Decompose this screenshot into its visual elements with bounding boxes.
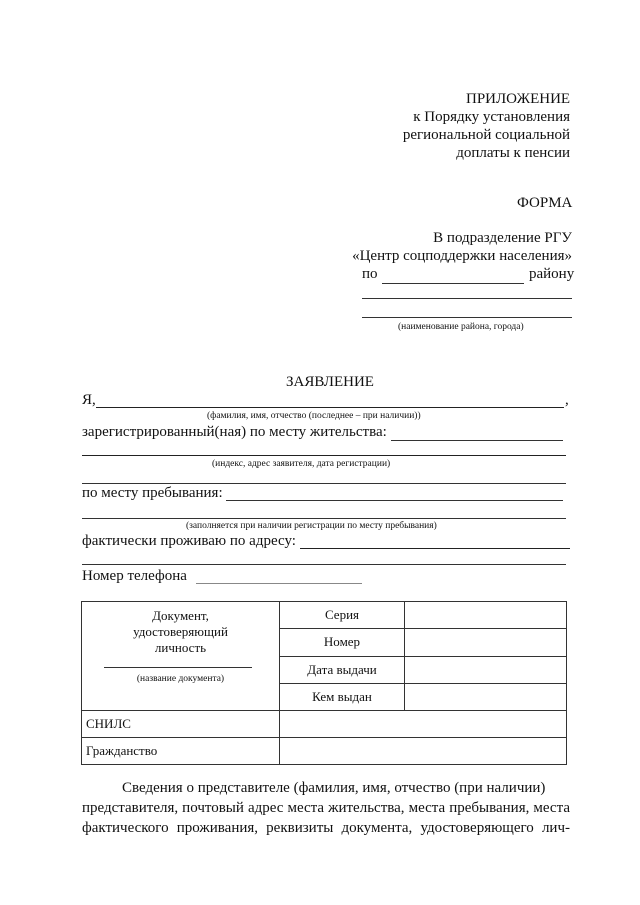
representative-line-1: Сведения о представителе (фамилия, имя, отчество (при наличии) bbox=[122, 780, 546, 796]
addressee-line-1: В подразделение РГУ bbox=[433, 230, 572, 246]
addressee-rayonu: району bbox=[529, 266, 575, 282]
issued-by-label: Кем выдан bbox=[280, 683, 405, 710]
citizenship-label: Гражданство bbox=[82, 738, 280, 765]
issue-date-label: Дата выдачи bbox=[280, 656, 405, 683]
stay-field-inline[interactable] bbox=[226, 500, 563, 501]
actual-address-label: фактически проживаю по адресу: bbox=[82, 533, 296, 549]
number-label: Номер bbox=[280, 629, 405, 656]
fio-field[interactable] bbox=[96, 407, 564, 408]
registered-field-line-2[interactable] bbox=[82, 455, 566, 456]
applicant-comma: , bbox=[565, 392, 569, 408]
stay-field-line-2[interactable] bbox=[82, 518, 566, 519]
registered-caption: (индекс, адрес заявителя, дата регистрации) bbox=[212, 459, 391, 469]
issued-by-field[interactable] bbox=[405, 683, 567, 710]
district-name-field[interactable] bbox=[382, 283, 524, 284]
applicant-ya: Я, bbox=[82, 392, 96, 408]
representative-paragraph bbox=[82, 778, 570, 838]
doc-label-line-1: Документ, bbox=[152, 608, 209, 623]
addressee-caption: (наименование района, города) bbox=[398, 322, 524, 332]
snils-field[interactable] bbox=[280, 711, 567, 738]
stay-label: по месту пребывания: bbox=[82, 485, 223, 501]
citizenship-field[interactable] bbox=[280, 738, 567, 765]
snils-label: СНИЛС bbox=[82, 711, 280, 738]
fio-caption: (фамилия, имя, отчество (последнее – при наличии)) bbox=[207, 411, 421, 421]
actual-address-field-line-2[interactable] bbox=[82, 564, 566, 565]
registered-field-line-3[interactable] bbox=[82, 483, 566, 484]
doc-label-line-2: удостоверяющий bbox=[133, 624, 228, 639]
registered-field-inline[interactable] bbox=[391, 440, 563, 441]
addressee-field-line-2[interactable] bbox=[362, 298, 572, 299]
statement-title: ЗАЯВЛЕНИЕ bbox=[286, 374, 374, 390]
registered-label: зарегистрированный(ная) по месту жительства: bbox=[82, 424, 387, 440]
phone-label: Номер телефона bbox=[82, 568, 187, 584]
series-label: Серия bbox=[280, 602, 405, 629]
actual-address-field[interactable] bbox=[300, 548, 570, 549]
representative-line-3: фактического проживания, реквизиты документа, удостоверяющего лич- bbox=[82, 820, 570, 836]
appendix-line-1: к Порядку установления bbox=[413, 109, 570, 125]
doc-caption: (название документа) bbox=[136, 674, 225, 684]
identity-document-cell bbox=[82, 602, 280, 711]
doc-label-line-3: личность bbox=[154, 640, 207, 655]
addressee-field-line-3[interactable] bbox=[362, 317, 572, 318]
series-field[interactable] bbox=[405, 602, 567, 629]
appendix-line-3: доплаты к пенсии bbox=[456, 145, 570, 161]
form-label: ФОРМА bbox=[517, 195, 573, 211]
appendix-title: ПРИЛОЖЕНИЕ bbox=[466, 91, 571, 107]
addressee-line-2: «Центр соцподдержки населения» bbox=[352, 248, 572, 264]
representative-line-2: представителя, почтовый адрес места жительства, места пребывания, места bbox=[82, 800, 570, 816]
stay-caption: (заполняется при наличии регистрации по месту пребывания) bbox=[186, 521, 437, 531]
appendix-line-2: региональной социальной bbox=[402, 127, 570, 143]
addressee-po: по bbox=[362, 266, 378, 282]
identity-document-table bbox=[81, 601, 567, 765]
phone-field[interactable] bbox=[196, 583, 362, 584]
document-name-field[interactable] bbox=[104, 667, 252, 668]
issue-date-field[interactable] bbox=[405, 656, 567, 683]
number-field[interactable] bbox=[405, 629, 567, 656]
